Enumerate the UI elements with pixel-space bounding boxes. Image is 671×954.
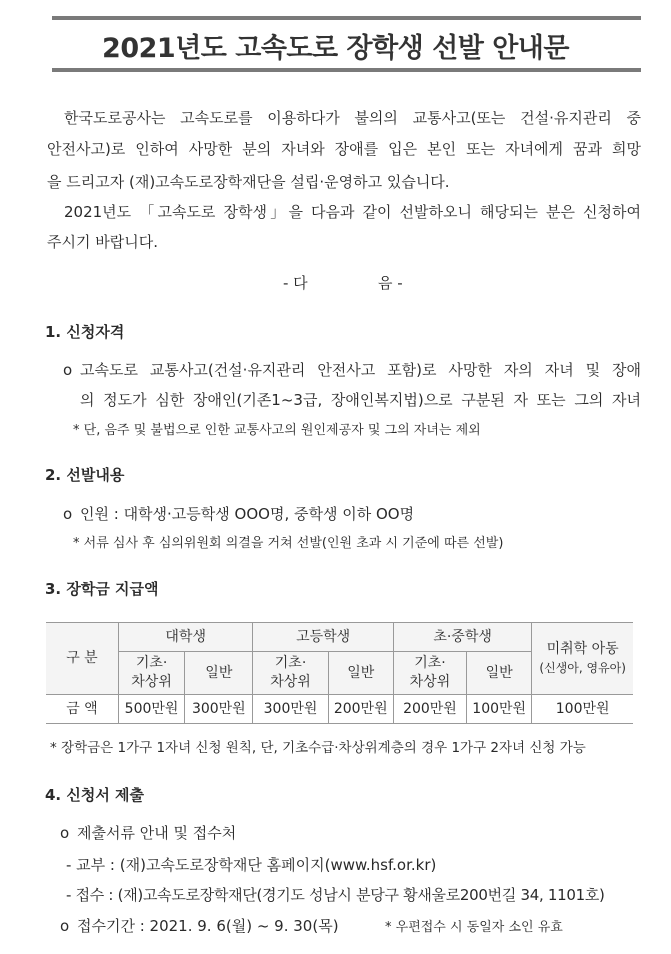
bullet: o <box>60 824 70 842</box>
amount-cell: 100만원 <box>467 695 532 724</box>
amount-cell: 300만원 <box>185 695 253 724</box>
title-bottom-rule <box>52 68 641 72</box>
header-basic <box>253 652 328 695</box>
header-category: 구 분 <box>46 623 118 695</box>
amount-cell: 500만원 <box>118 695 184 724</box>
preschool-sub: (신생아, 영유아) <box>539 660 626 675</box>
preschool-label: 미취학 아동 <box>546 640 619 657</box>
basic-label: 차상위 <box>270 674 311 690</box>
amount-cell: 200만원 <box>393 695 466 724</box>
section-heading: 2. 선발내용 <box>45 466 125 484</box>
application-period: 접수기간 : 2021. 9. 6(월) ~ 9. 30(목) <box>77 917 339 935</box>
section-heading: 3. 장학금 지급액 <box>45 580 159 598</box>
qualification-line: 의 정도가 심한 장애인(기존1~3급, 장애인복지법)으로 구분된 자 또는 그의 자녀 <box>80 391 641 409</box>
header-general: 일반 <box>328 652 393 695</box>
selection-line: 인원 : 대학생·고등학생 OOO명, 중학생 이하 OO명 <box>80 505 415 523</box>
intro-line: 한국도로공사는 고속도로를 이용하다가 불의의 교통사고(또는 건설·유지관리 중 <box>64 109 641 127</box>
submission-docs: 제출서류 안내 및 접수처 <box>77 824 237 842</box>
intro-line: 안전사고)로 인하여 사망한 분의 자녀와 장애를 입은 본인 또는 자녀에게 꿈과 희망 <box>47 140 641 158</box>
basic-label: 기초· <box>414 655 446 671</box>
amount-cell: 200만원 <box>328 695 393 724</box>
reception-line: - 접수 : (재)고속도로장학재단(경기도 성남시 분당구 황새울로200번길 34, 1101호) <box>66 886 605 904</box>
row-label-amount: 금 액 <box>46 695 118 724</box>
qualification-line: 고속도로 교통사고(건설·유지관리 안전사고 포함)로 사망한 자의 자녀 및 장애 <box>80 361 641 379</box>
header-highschool: 고등학생 <box>253 623 393 652</box>
postal-note: * 우편접수 시 동일자 소인 유효 <box>385 920 563 935</box>
basic-label: 차상위 <box>409 674 451 690</box>
intro-line: 2021년도 「고속도로 장학생」을 다음과 같이 선발하오니 해당되는 분은 신청하여 <box>64 203 641 221</box>
amount-cell: 100만원 <box>532 695 633 724</box>
section-heading: 4. 신청서 제출 <box>45 786 145 804</box>
table-note: * 장학금은 1가구 1자녀 신청 원칙, 단, 기초수급·차상위계층의 경우 1가구 2자녀 신청 가능 <box>50 740 586 756</box>
header-basic <box>118 652 184 695</box>
title-top-rule <box>52 16 641 20</box>
scholarship-table <box>46 622 633 724</box>
header-preschool <box>532 623 633 695</box>
bullet: o <box>63 361 73 379</box>
bullet: o <box>63 505 73 523</box>
bullet: o <box>60 917 70 935</box>
selection-note: * 서류 심사 후 심의위원회 의결을 거쳐 선발(인원 초과 시 기준에 따른 선발) <box>73 536 504 551</box>
separator-right: 음 - <box>378 274 403 292</box>
basic-label: 기초· <box>135 655 168 671</box>
distribution-line: - 교부 : (재)고속도로장학재단 홈페이지(www.hsf.or.kr) <box>66 856 437 874</box>
header-university: 대학생 <box>118 623 253 652</box>
basic-label: 차상위 <box>131 674 172 690</box>
header-elem-middle: 초·중학생 <box>393 623 531 652</box>
header-general: 일반 <box>467 652 532 695</box>
header-basic <box>393 652 466 695</box>
intro-line: 을 드리고자 (재)고속도로장학재단을 설립·운영하고 있습니다. <box>47 173 450 191</box>
intro-line: 주시기 바랍니다. <box>47 233 158 251</box>
amount-cell: 300만원 <box>253 695 328 724</box>
separator-left: - 다 <box>283 274 308 292</box>
page-title: 2021년도 고속도로 장학생 선발 안내문 <box>102 33 569 64</box>
header-general: 일반 <box>185 652 253 695</box>
section-heading: 1. 신청자격 <box>45 323 125 341</box>
basic-label: 기초· <box>274 655 307 671</box>
qualification-note: * 단, 음주 및 불법으로 인한 교통사고의 원인제공자 및 그의 자녀는 제외 <box>73 423 481 438</box>
